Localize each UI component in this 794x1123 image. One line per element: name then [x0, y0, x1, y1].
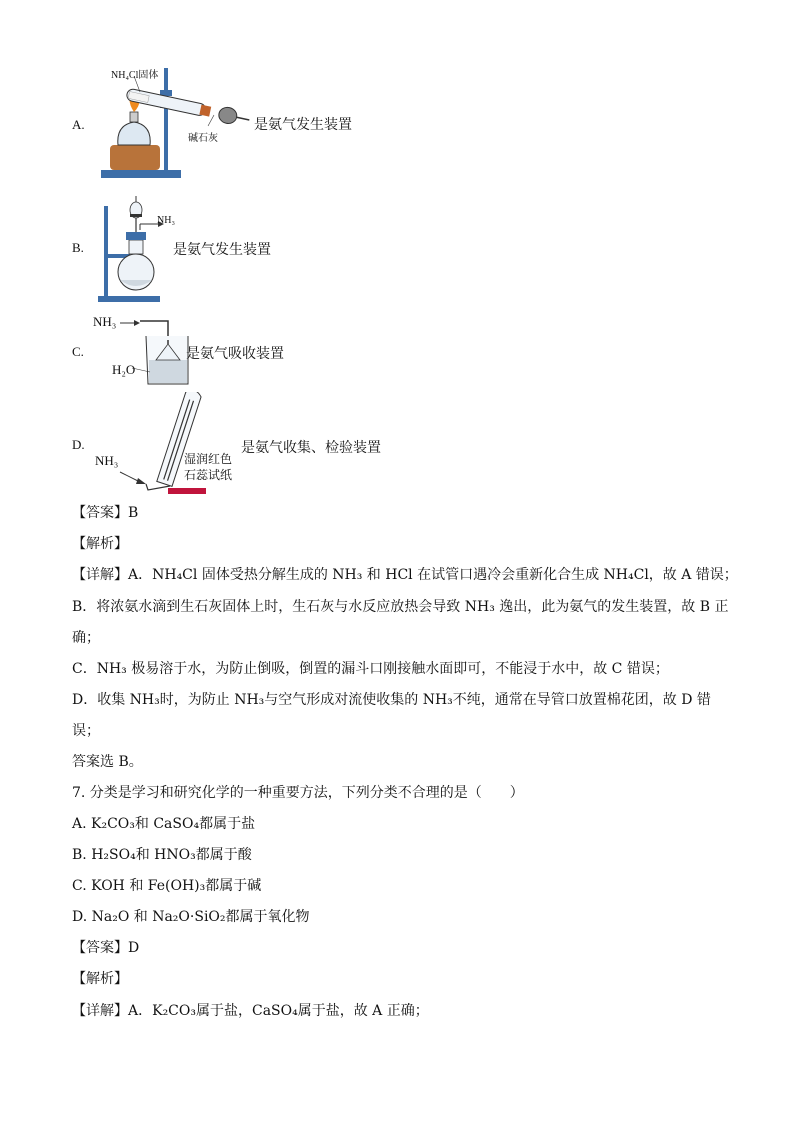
- option-b-label: NH₃: [157, 215, 175, 226]
- option-d-letter: D.: [72, 437, 85, 452]
- option-a-caption: 是氨气发生装置: [254, 117, 352, 133]
- q6-conclusion: 答案选 B。: [72, 754, 143, 770]
- q6-detail-b-line2: 确；: [72, 630, 100, 646]
- option-c-caption: 是氨气吸收装置: [186, 346, 284, 362]
- q6-detail-d-line1: D．收集 NH₃时，为防止 NH₃与空气形成对流使收集的 NH₃不纯，通常在导管口放置棉花团，故 D 错: [72, 692, 711, 708]
- q7-option-a: A. K₂CO₃和 CaSO₄都属于盐: [72, 816, 256, 832]
- q6-answer: 【答案】B: [72, 505, 139, 521]
- q7-answer: 【答案】D: [72, 940, 140, 956]
- option-b-caption: 是氨气发生装置: [173, 242, 271, 258]
- option-a-label-top: NH₄Cl固体: [111, 70, 159, 81]
- option-b-letter: B.: [72, 240, 84, 255]
- option-a-letter: A.: [72, 117, 85, 132]
- q6-detail-c: C．NH₃ 极易溶于水，为防止倒吸，倒置的漏斗口刚接触水面即可，不能浸于水中，故 C 错误；: [72, 661, 669, 677]
- option-b-apparatus: [96, 192, 176, 304]
- q7-stem: 7. 分类是学习和研究化学的一种重要方法，下列分类不合理的是（ ）: [72, 785, 524, 801]
- q7-option-d: D. Na₂O 和 Na₂O·SiO₂都属于氧化物: [72, 909, 310, 925]
- q6-detail-b-line1: B．将浓氨水滴到生石灰固体上时，生石灰与水反应放热会导致 NH₃ 逸出，此为氨气的发生装置，故 B 正: [72, 599, 729, 615]
- q7-option-c: C. KOH 和 Fe(OH)₃都属于碱: [72, 878, 262, 894]
- q7-detail-a: 【详解】A．K₂CO₃属于盐，CaSO₄属于盐，故 A 正确；: [72, 1003, 429, 1019]
- q7-option-b: B. H₂SO₄和 HNO₃都属于酸: [72, 847, 252, 863]
- option-c-letter: C.: [72, 344, 84, 359]
- q7-analysis-heading: 【解析】: [72, 971, 128, 987]
- option-a-label-bottom: 碱石灰: [188, 133, 218, 144]
- q6-analysis-heading: 【解析】: [72, 536, 128, 552]
- option-d-gas-label: NH₃: [95, 453, 119, 468]
- option-c-water-label: H₂O: [112, 362, 136, 377]
- q6-detail-d-line2: 误；: [72, 723, 100, 739]
- option-d-paper-label-1: 湿润红色: [184, 452, 233, 466]
- option-d-paper-label-2: 石蕊试纸: [184, 468, 233, 482]
- option-c-gas-label: NH₃: [93, 314, 117, 329]
- option-d-caption: 是氨气收集、检验装置: [241, 440, 381, 456]
- q6-detail-a: 【详解】A．NH₄Cl 固体受热分解生成的 NH₃ 和 HCl 在试管口遇冷会重新化合生成 NH₄Cl，故 A 错误；: [72, 567, 738, 583]
